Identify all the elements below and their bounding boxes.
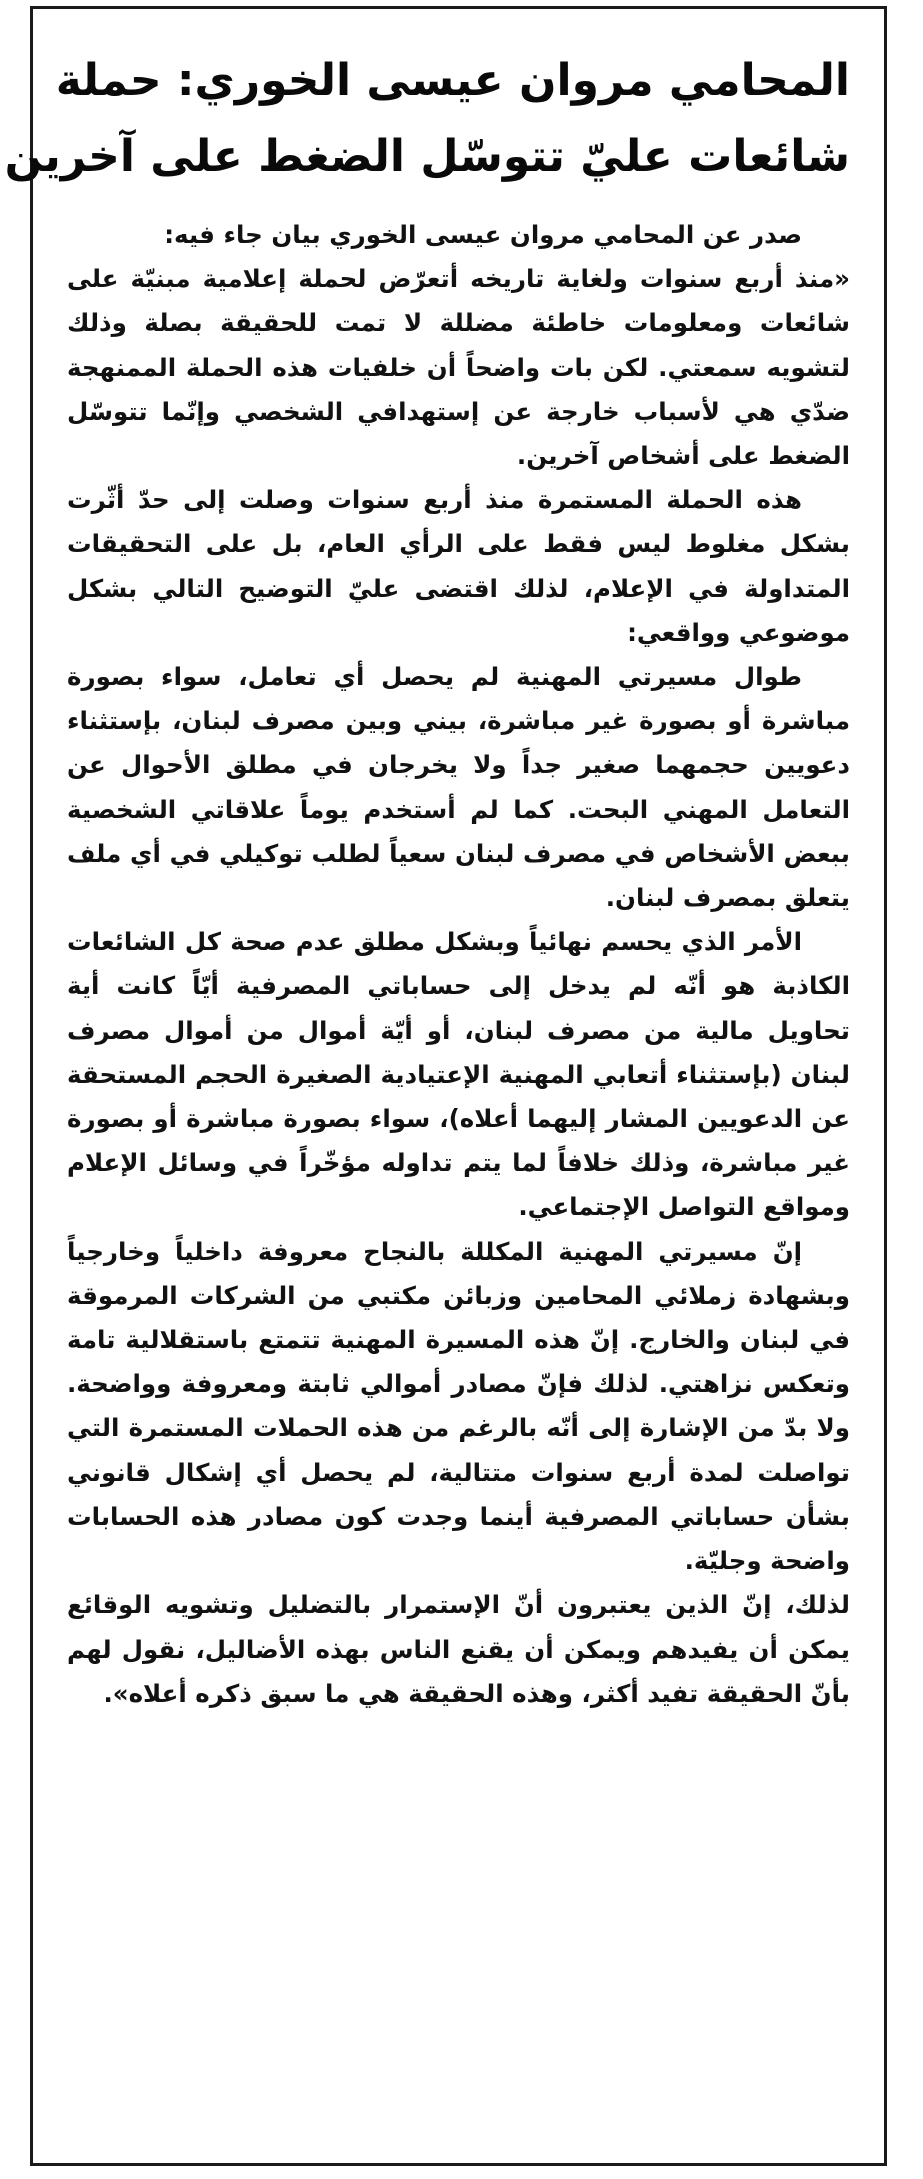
headline-line-1: المحامي مروان عيسى الخوري: حملة bbox=[55, 55, 850, 106]
article-paragraph-7: لذلك، إنّ الذين يعتبرون أنّ الإستمرار بالتضليل وتشويه الوقائع يمكن أن يفيدهم ويمكن أن يقنع الناس بهذه الأضاليل، نقول لهم بأنّ الحقيقة تفيد أكثر، وهذه الحقيقة هي ما سبق ذكره أعلاه». bbox=[67, 1590, 850, 1708]
article-paragraph-3: هذه الحملة المستمرة منذ أربع سنوات وصلت إلى حدّ أثّرت بشكل مغلوط ليس فقط على الرأي العام، بل على التحقيقات المتداولة في الإعلام، لذلك اقتضى عليّ التوضيح التالي بشكل موضوعي وواقعي: bbox=[67, 485, 850, 647]
article-frame bbox=[4, 6, 887, 2166]
headline-line-2: شائعات عليّ تتوسّل الضغط على آخرين bbox=[4, 131, 850, 182]
article-paragraph-4: طوال مسيرتي المهنية لم يحصل أي تعامل، سواء بصورة مباشرة أو بصورة غير مباشرة، بيني وبين مصرف لبنان، بإستثناء دعويين حجمهما صغير جداً ولا يخرجان في مطلق الأحوال عن التعامل المهني البحت. كما لم أستخدم يوماً علاقاتي الشخصية ببعض الأشخاص في مصرف لبنان سعياً لطلب توكيلي في أي ملف يتعلق بمصرف لبنان. bbox=[67, 662, 850, 913]
article-paragraph-1: صدر عن المحامي مروان عيسى الخوري بيان جاء فيه: bbox=[164, 220, 802, 249]
article-body bbox=[67, 213, 850, 1716]
article-headline bbox=[4, 43, 850, 195]
article-paragraph-5: الأمر الذي يحسم نهائياً وبشكل مطلق عدم صحة كل الشائعات الكاذبة هو أنّه لم يدخل إلى حساباتي المصرفية أيّاً كانت أية تحاويل مالية من مصرف لبنان، أو أيّة أموال من أموال مصرف لبنان (بإستثناء أتعابي المهنية الإعتيادية الصغيرة الحجم المستحقة عن الدعويين المشار إليهما أعلاه)، سواء بصورة مباشرة أو بصورة غير مباشرة، وذلك خلافاً لما يتم تداوله مؤخّراً في وسائل الإعلام ومواقع التواصل الإجتماعي. bbox=[67, 927, 850, 1222]
article-paragraph-6: إنّ مسيرتي المهنية المكللة بالنجاح معروفة داخلياً وخارجياً وبشهادة زملائي المحامين وزبائن مكتبي من الشركات المرموقة في لبنان والخارج. إنّ هذه المسيرة المهنية تتمتع باستقلالية تامة وتعكس نزاهتي. لذلك فإنّ مصادر أموالي ثابتة ومعروفة وواضحة. ولا بدّ من الإشارة إلى أنّه بالرغم من هذه الحملات المستمرة التي تواصلت لمدة أربع سنوات متتالية، لم يحصل أي إشكال قانوني بشأن حساباتي المصرفية أينما وجدت كون مصادر هذه الحسابات واضحة وجليّة. bbox=[67, 1236, 850, 1576]
article-paragraph-2: «منذ أربع سنوات ولغاية تاريخه أتعرّض لحملة إعلامية مبنيّة على شائعات ومعلومات خاطئة مضللة لا تمت للحقيقة بصلة وذلك لتشويه سمعتي. لكن بات واضحاً أن خلفيات هذه الحملة الممنهجة ضدّي هي لأسباب خارجة عن إستهدافي الشخصي وإنّما تتوسّل الضغط على أشخاص آخرين. bbox=[67, 264, 850, 471]
